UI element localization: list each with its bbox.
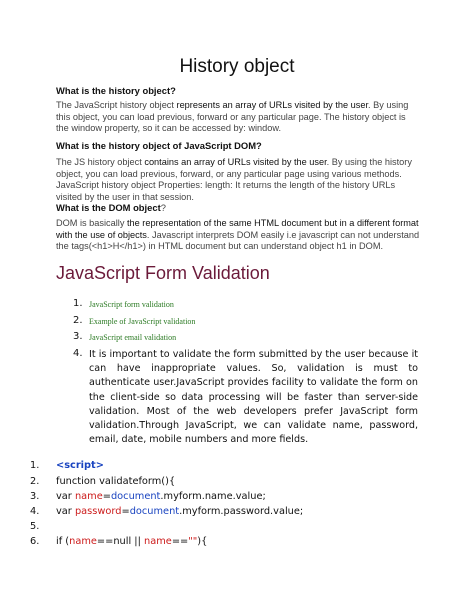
list-item-link[interactable]: Example of JavaScript validation [89, 317, 196, 326]
code-token: == [171, 536, 189, 547]
code-token: document [129, 506, 180, 517]
answer-highlight: represents an array of URLs visited by the user [176, 100, 369, 110]
code-token: function validateform(){ [56, 476, 176, 487]
code-line [30, 476, 175, 487]
list-number: 1. [73, 298, 83, 309]
list-number: 3. [73, 331, 83, 342]
code-token: ==null || [96, 536, 145, 547]
code-token: var [56, 506, 75, 517]
code-token: ){ [197, 536, 208, 547]
code-line [30, 460, 104, 471]
answer-text: . Javascript interprets DOM easily i.e javascript can not understand the tags(<h1>H</h1>) in HTML document but can understand object h1 in DOM. [56, 229, 420, 252]
code-token: name [69, 536, 97, 547]
code-token: var [56, 491, 75, 502]
list-item-link[interactable]: JavaScript email validation [89, 333, 177, 342]
code-line-number: 6. [30, 536, 40, 547]
code-line-number: 1. [30, 460, 40, 471]
code-token: .myform.name.value; [160, 491, 266, 502]
question-text: What is the DOM object [56, 202, 161, 213]
code-token: = [121, 506, 130, 517]
list-item-text: It is important to validate the form submitted by the user because it can have inappropriate values. So, validation is must to authenticate user.JavaScript provides facility to validate the form on the client-side so data processing will be faster than server-side validation. Most of the web developers prefer JavaScript form validation.Through JavaScript, we can validate name, password, email, date, mobile numbers and more fields. [89, 349, 418, 446]
code-line-number: 4. [30, 506, 40, 517]
code-token: name [144, 536, 172, 547]
code-line [30, 491, 266, 502]
code-token: "" [188, 536, 198, 547]
section-title: JavaScript Form Validation [56, 263, 270, 283]
code-token: password [74, 506, 122, 517]
code-token: .myform.password.value; [179, 506, 304, 517]
code-token: document [110, 491, 161, 502]
list-number: 2. [73, 315, 83, 326]
code-token: if ( [56, 536, 70, 547]
code-line [30, 536, 207, 547]
code-line [30, 521, 56, 532]
answer-highlight: the representation of the same HTML document but in a different format with the use of objects [56, 218, 419, 240]
answer-text: . By using the history object, you can load previous, forward, or any particular page using various methods. JavaScript history object Properties: length: It returns the length of the history URLs visited by the user in that session. [56, 157, 412, 202]
code-line-number: 2. [30, 476, 40, 487]
page-title: History object [179, 56, 295, 77]
answer-text: The JavaScript history object [56, 100, 177, 110]
question-history-object: What is the history object? [56, 85, 176, 96]
code-line [30, 506, 303, 517]
code-line-number: 5. [30, 521, 40, 532]
code-line-number: 3. [30, 491, 40, 502]
answer-history-dom [56, 157, 420, 203]
answer-text: DOM is basically [56, 218, 127, 228]
question-history-dom: What is the history object of JavaScript DOM? [56, 140, 262, 151]
code-token: <script> [56, 460, 104, 471]
answer-history-object [56, 100, 420, 135]
answer-text: . By using this object, you can load previous, forward or any particular page. The history object is the window property, so it can be accessed by: window. [56, 100, 409, 134]
code-token: name [74, 491, 103, 502]
list-number: 4. [73, 348, 83, 359]
question-mark: ? [160, 202, 166, 213]
answer-text: The JS history object [56, 157, 145, 167]
list-item-link[interactable]: JavaScript form validation [89, 300, 174, 309]
answer-highlight: contains an array of URLs visited by the user [144, 157, 327, 167]
answer-dom-object [56, 218, 420, 253]
code-token: = [102, 491, 111, 502]
question-dom-object [56, 202, 166, 213]
